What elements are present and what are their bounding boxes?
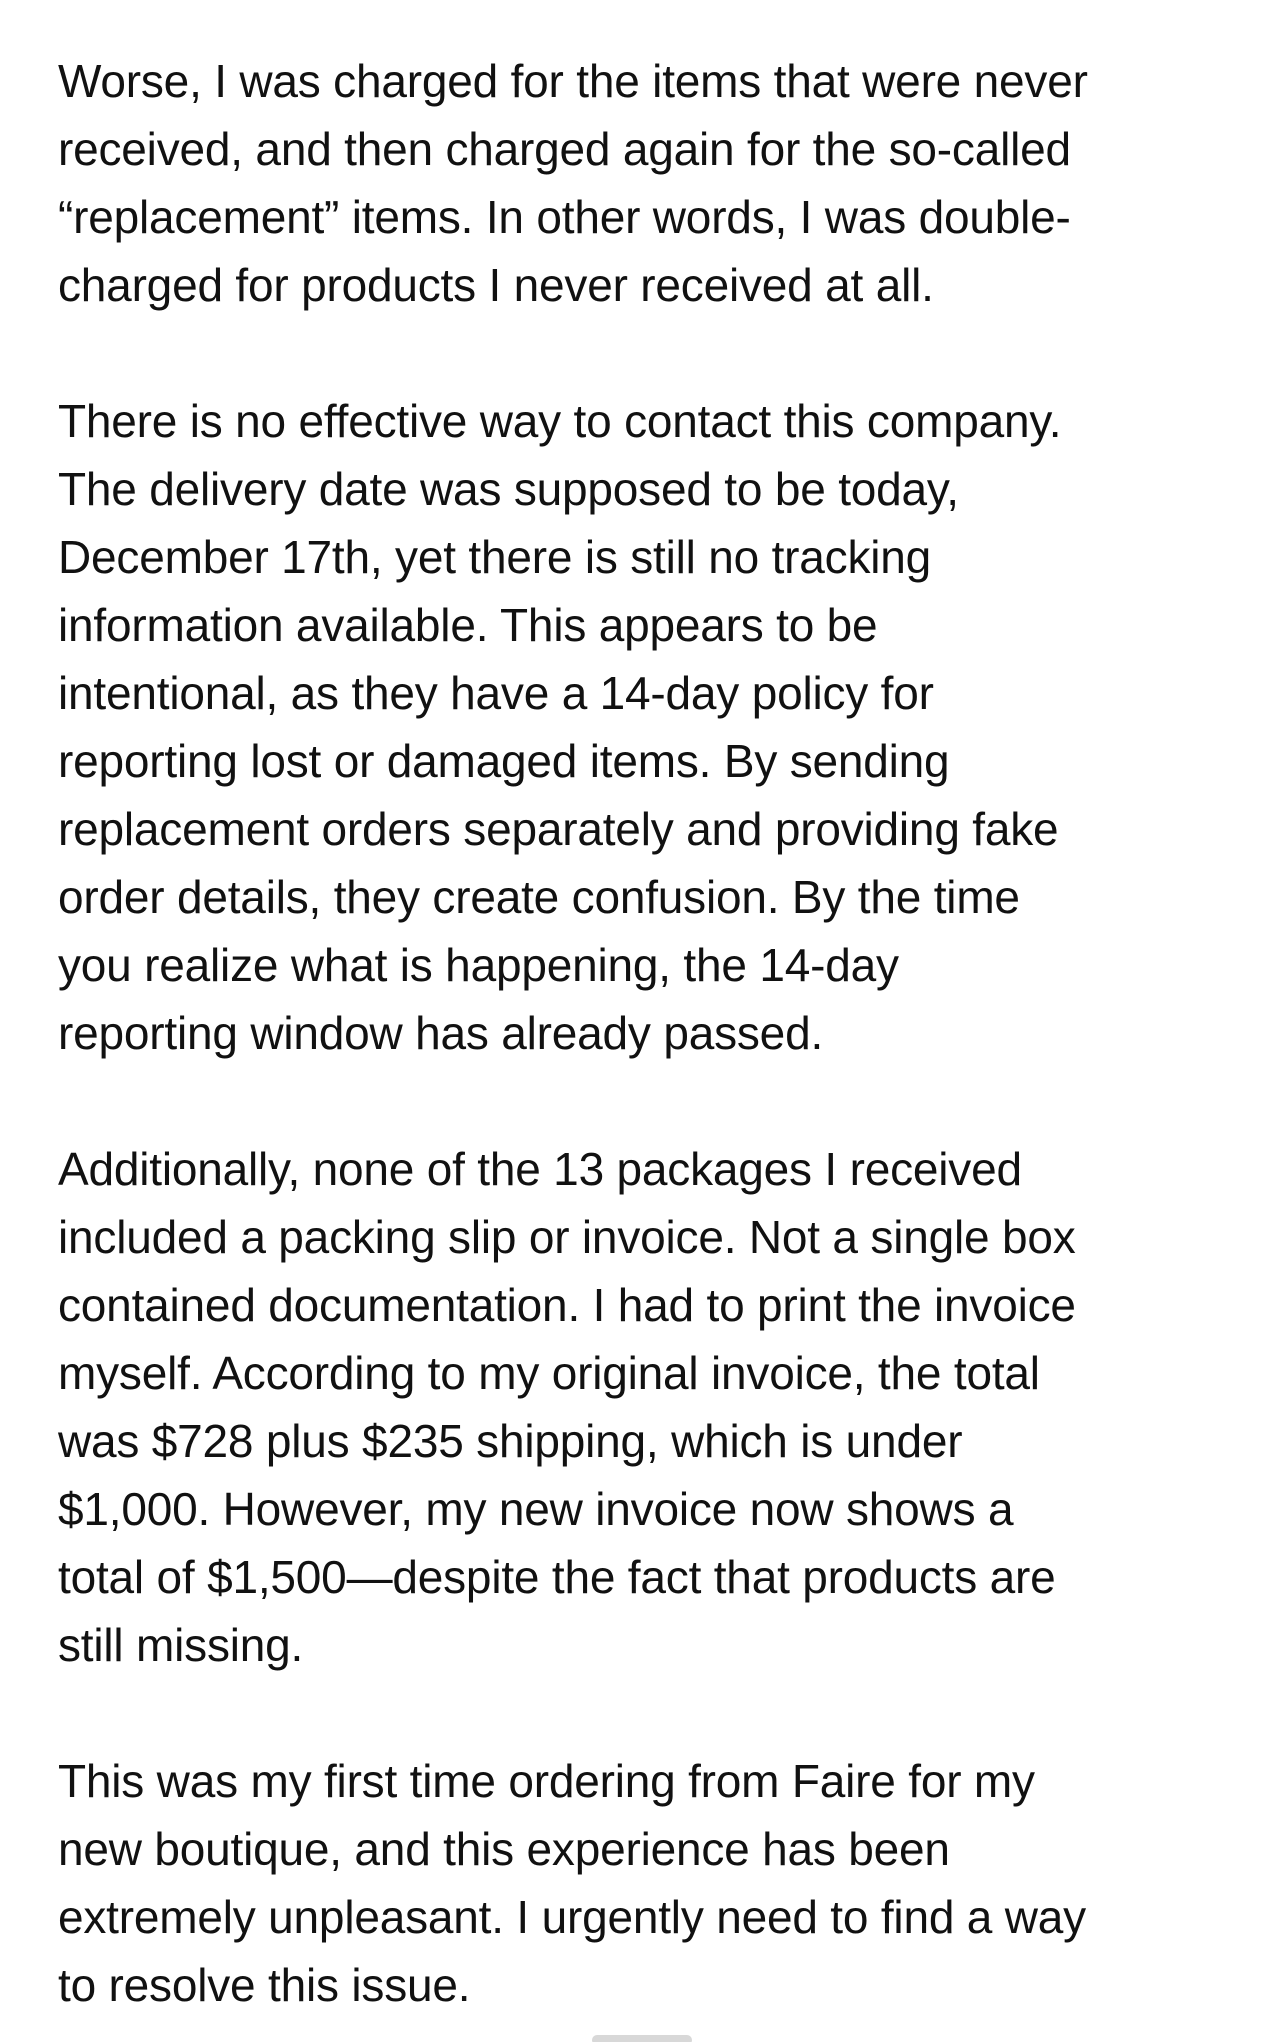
home-indicator[interactable] <box>592 2035 692 2042</box>
text-line: myself. According to my original invoice, the total <box>58 1347 1040 1399</box>
text-line: order details, they create confusion. By the time <box>58 871 1020 923</box>
text-line: reporting window has already passed. <box>58 1007 824 1059</box>
text-line: was $728 plus $235 shipping, which is under <box>58 1415 963 1467</box>
paragraph-1 <box>58 47 1234 319</box>
text-line: included a packing slip or invoice. Not a single box <box>58 1211 1076 1263</box>
text-line: contained documentation. I had to print the invoice <box>58 1279 1076 1331</box>
text-line: total of $1,500—despite the fact that products are <box>58 1551 1056 1603</box>
text-line: reporting lost or damaged items. By sending <box>58 735 950 787</box>
text-line: There is no effective way to contact this company. <box>58 395 1062 447</box>
text-line: to resolve this issue. <box>58 1959 471 2011</box>
text-line: This was my first time ordering from Faire for my <box>58 1755 1035 1807</box>
text-line: replacement orders separately and providing fake <box>58 803 1059 855</box>
text-line: received, and then charged again for the so-called <box>58 123 1071 175</box>
text-line: you realize what is happening, the 14-day <box>58 939 899 991</box>
text-line: intentional, as they have a 14-day policy for <box>58 667 934 719</box>
text-line: $1,000. However, my new invoice now shows a <box>58 1483 1014 1535</box>
text-line: charged for products I never received at all. <box>58 259 934 311</box>
text-line: The delivery date was supposed to be today, <box>58 463 959 515</box>
text-line: December 17th, yet there is still no tracking <box>58 531 932 583</box>
paragraph-3 <box>58 1135 1234 1679</box>
text-line: Additionally, none of the 13 packages I received <box>58 1143 1022 1195</box>
text-line: still missing. <box>58 1619 304 1671</box>
text-line: information available. This appears to be <box>58 599 878 651</box>
text-line: “replacement” items. In other words, I was double- <box>58 191 1071 243</box>
paragraph-4 <box>58 1747 1234 2019</box>
paragraph-2 <box>58 387 1234 1067</box>
text-line: Worse, I was charged for the items that were never <box>58 55 1088 107</box>
text-line: extremely unpleasant. I urgently need to find a way <box>58 1891 1086 1943</box>
text-line: new boutique, and this experience has been <box>58 1823 950 1875</box>
message-body[interactable] <box>58 47 1234 2042</box>
